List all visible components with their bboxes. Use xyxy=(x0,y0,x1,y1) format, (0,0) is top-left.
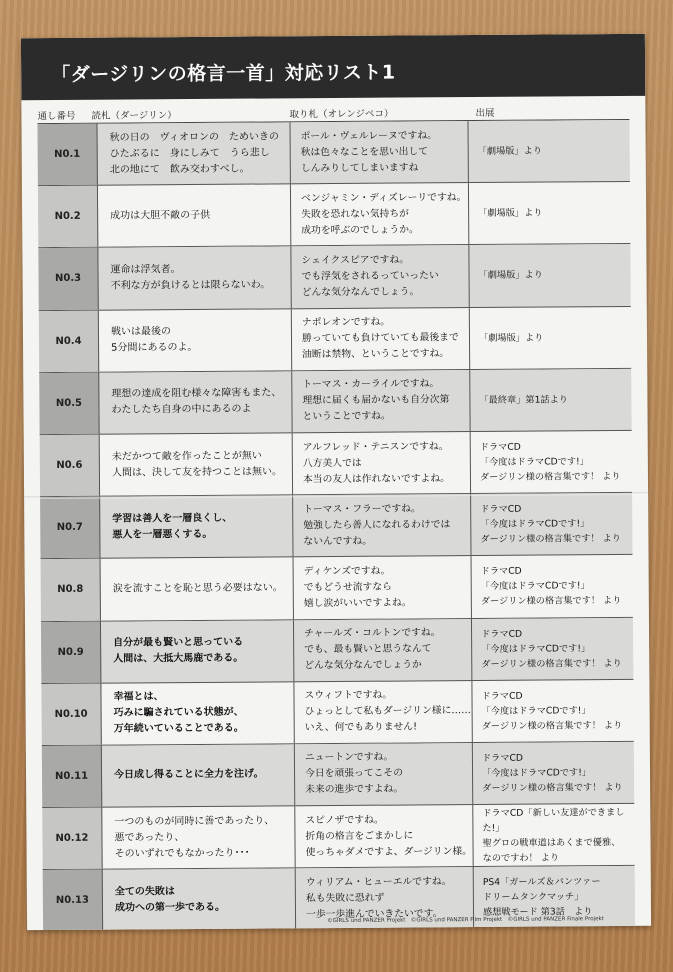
source-text xyxy=(473,804,634,866)
take-card-text xyxy=(293,494,471,556)
read-card-text-line: 戦いは最後の xyxy=(110,326,171,338)
row-number: N0.5 xyxy=(39,372,99,434)
source-text xyxy=(473,742,634,804)
take-card-text xyxy=(292,370,470,432)
source-text-line: 「劇場版」より xyxy=(478,207,543,220)
source-text-line: 「今度はドラマCDです!」 xyxy=(481,767,592,779)
source-text-line: 「劇場版」より xyxy=(478,270,543,282)
take-card-text xyxy=(290,121,468,183)
source-text-line: 感想戦モード 第3話 より xyxy=(482,906,593,919)
source-text-line: ドラマCD xyxy=(480,566,522,578)
row-number: N0.1 xyxy=(37,124,97,186)
read-card-text-line: 学習は善人を一層良くし、 xyxy=(112,512,233,525)
table-row xyxy=(40,431,632,497)
source-text-line: 「今度はドラマCDです!」 xyxy=(481,642,591,655)
take-card-text xyxy=(292,308,470,370)
quote-table xyxy=(37,119,635,930)
take-card-text xyxy=(294,681,472,743)
read-card-text xyxy=(103,869,296,931)
take-card-text-line: ウィリアム・ヒューエルですね。 xyxy=(305,876,452,889)
take-card-text-line: トーマス・カーライルですね。 xyxy=(302,378,440,391)
take-card-text-line: ナポレオンですね。 xyxy=(301,316,391,329)
take-card-text-line: 一歩一歩進んでいきたいです。 xyxy=(305,908,443,921)
source-text-line: ドラマCD xyxy=(481,752,524,764)
take-card-text-line: 折角の格言をごまかしに xyxy=(305,830,414,842)
read-card-text-line: 悪であったり、 xyxy=(114,831,185,844)
read-card-text-line: 人間は、決して友を持つことは無い。 xyxy=(111,465,282,479)
read-card-text-line: 今日成し得ることに全力を注げ。 xyxy=(114,768,264,782)
row-number: N0.10 xyxy=(41,683,101,745)
take-card-text-line: ないんですね。 xyxy=(303,535,373,547)
read-card-text-line: 不利な方が負けるとは限らないわ。 xyxy=(110,279,271,292)
row-number: N0.4 xyxy=(39,310,99,372)
take-card-text xyxy=(294,619,472,681)
source-text-line: 聖グロの戦車道はあくまで優雅、 xyxy=(482,836,621,849)
source-text xyxy=(472,617,633,679)
take-card-text-line: 未来の進歩ですよね。 xyxy=(305,784,404,796)
take-card-text xyxy=(291,245,469,307)
take-card-text xyxy=(295,743,473,805)
read-card-text-line: 人間は、大抵大馬鹿である。 xyxy=(113,652,244,665)
take-card-text-line: アルフレッド・テニスンですね。 xyxy=(302,440,449,453)
header-read-card: 読札（ダージリン） xyxy=(91,110,177,122)
header-take-card: 取り札（オレンジペコ） xyxy=(289,108,394,121)
take-card-text-line: 使っちゃダメですよ、ダージリン様。 xyxy=(305,845,472,858)
page-title: 「ダージリンの格言一首」対応リスト1 xyxy=(51,61,396,86)
source-text xyxy=(470,369,631,431)
read-card-text-line: 成功への第一歩である。 xyxy=(114,901,226,914)
row-number: N0.11 xyxy=(42,746,102,808)
take-card-text-line: でもどうせ流すなら xyxy=(303,581,392,594)
read-card-text-line: 万年続いていることである。 xyxy=(113,722,244,735)
source-text-line: ドラマCD xyxy=(479,441,521,454)
take-card-text-line: でも、最も賢いと思うなんて xyxy=(304,643,432,656)
read-card-text xyxy=(101,558,294,621)
take-card-text-line: 失敗を恐れない気持ちが xyxy=(301,208,409,221)
read-card-text-line: ひたぶるに 身にしみて うら悲し xyxy=(109,147,270,160)
read-card-text-line: 5分間にあるのよ。 xyxy=(111,342,198,354)
take-card-text-line: 秋は色々なことを思い出して xyxy=(300,145,429,158)
table-row xyxy=(41,617,633,683)
take-card-text xyxy=(295,805,473,867)
source-text-line: ダージリン様の格言集です！ より xyxy=(481,657,622,670)
take-card-text-line: 今日を頑張ってこその xyxy=(305,768,404,780)
take-card-text xyxy=(294,556,472,618)
source-text-line: ドラマCD「新しい友達ができました!」 xyxy=(482,806,625,834)
read-card-text-line: 悪人を一層悪くする。 xyxy=(112,528,213,541)
take-card-text-line: でも浮気をされるっていったい xyxy=(301,270,439,283)
read-card-text-line: 涙を流すことを恥と思う必要はない。 xyxy=(112,582,283,595)
table-row xyxy=(39,369,631,435)
source-text-line: ダージリン様の格言集です！ より xyxy=(479,471,621,484)
read-card-text xyxy=(98,184,291,247)
read-card-text-line: わたしたち自身の中にあるのよ xyxy=(111,403,252,416)
read-card-text xyxy=(102,806,295,869)
source-text-line: PS4「ガールズ＆パンツァー xyxy=(482,876,601,889)
table-row xyxy=(37,120,629,186)
read-card-text-line: 成功は大胆不敵の子供 xyxy=(110,209,211,222)
source-text-line: 「劇場版」より xyxy=(477,145,543,158)
take-card-text-line: 八方美人では xyxy=(302,457,362,469)
source-text xyxy=(472,555,633,617)
source-text-line: ダージリン様の格言集です！ より xyxy=(481,719,623,732)
source-text-line: 「劇場版」より xyxy=(478,332,544,344)
read-card-text xyxy=(101,682,294,745)
source-text xyxy=(470,307,631,369)
row-number: N0.8 xyxy=(41,559,101,621)
take-card-text-line: 成功を呼ぶのでしょうか。 xyxy=(301,224,419,237)
table-row xyxy=(41,680,633,746)
quote-list-sheet xyxy=(21,34,651,930)
source-text-line: 「今度はドラマCDです!」 xyxy=(480,518,590,531)
table-row xyxy=(40,493,632,559)
read-card-text-line: 北の地にて 飲み交わすべし。 xyxy=(109,163,250,176)
read-card-text xyxy=(100,433,293,496)
row-number: N0.13 xyxy=(43,870,103,930)
take-card-text-line: 勝っていても負けていても最後まで xyxy=(301,332,459,345)
header-number: 通し番号 xyxy=(37,110,76,123)
take-card-text-line: 嬉し涙がいいですよね。 xyxy=(303,597,412,610)
source-text xyxy=(468,120,629,182)
source-text xyxy=(469,244,630,306)
take-card-text-line: 理想に届くも届かないも自分次第 xyxy=(302,394,450,407)
source-text-line: ダージリン様の格言集です！ より xyxy=(480,595,622,608)
read-card-text-line: 秋の日の ヴィオロンの ためいきの xyxy=(109,130,280,144)
take-card-text-line: 勉強したら善人になれるわけでは xyxy=(303,518,451,531)
source-text-line: ドリームタンクマッチ」 xyxy=(482,891,584,904)
read-card-text-line: 理想の達成を阻む様々な障害もまた、 xyxy=(111,387,282,400)
take-card-text-line: どんな気分なんでしょう。 xyxy=(301,286,420,299)
take-card-text-line: しんみりしてしまいますね xyxy=(300,162,419,174)
row-number: N0.7 xyxy=(40,497,100,559)
row-number: N0.6 xyxy=(40,435,100,497)
row-number: N0.9 xyxy=(41,621,101,683)
source-text-line: なのですわ！ より xyxy=(482,852,560,864)
source-text xyxy=(471,493,632,555)
read-card-text xyxy=(97,122,290,185)
take-card-text-line: ベンジャミン・ディズレーリですね。 xyxy=(300,191,467,205)
source-text-line: ダージリン様の格言集です！ より xyxy=(480,533,622,546)
table-row xyxy=(39,307,631,373)
read-card-text xyxy=(100,495,293,558)
take-card-text-line: シェイクスピアですね。 xyxy=(301,254,410,267)
take-card-text-line: 油断は禁物、ということですね。 xyxy=(302,348,450,361)
read-card-text-line: 幸福とは、 xyxy=(113,691,164,703)
source-text-line: ドラマCD xyxy=(480,503,522,516)
read-card-text-line: 全ての失敗は xyxy=(114,885,175,898)
take-card-text-line: ディケンズですね。 xyxy=(303,565,391,578)
take-card-text-line: ニュートンですね。 xyxy=(304,752,394,764)
take-card-text-line: スピノザですね。 xyxy=(305,814,384,826)
take-card-text-line: ポール・ヴェルレーヌですね。 xyxy=(300,129,437,142)
take-card-text xyxy=(293,432,471,494)
source-text-line: 「今度はドラマCDです!」 xyxy=(481,705,591,717)
take-card-text-line: どんな気分なんでしょうか xyxy=(304,659,422,672)
row-number: N0.3 xyxy=(38,248,98,310)
read-card-text-line: 巧みに騙されている状態が、 xyxy=(113,706,244,719)
read-card-text-line: 未だかつて敵を作ったことが無い xyxy=(111,450,262,463)
source-text-line: ドラマCD xyxy=(481,690,523,702)
read-card-text xyxy=(98,247,291,310)
read-card-text xyxy=(99,371,292,434)
take-card-text-line: スウィフトですね。 xyxy=(304,689,393,702)
source-text xyxy=(472,680,633,742)
source-text-line: ドラマCD xyxy=(481,628,523,640)
source-text-line: 「今度はドラマCDです!」 xyxy=(480,580,590,593)
source-text-line: 「最終章」第1話より xyxy=(479,394,569,406)
table-row xyxy=(41,555,633,621)
source-text xyxy=(469,182,630,244)
read-card-text-line: そのいずれでもなかったり･･･ xyxy=(114,847,250,860)
table-row xyxy=(42,742,634,808)
take-card-text-line: 本当の友人は作れないですよね。 xyxy=(302,472,450,485)
take-card-text-line: チャールズ・コルトンですね。 xyxy=(304,627,441,640)
header-source: 出展 xyxy=(475,107,495,120)
take-card-text-line: ということですね。 xyxy=(302,410,391,423)
table-row xyxy=(42,804,634,870)
take-card-text-line: いえ、何でもありません! xyxy=(304,721,418,734)
table-row xyxy=(38,244,630,310)
take-card-text-line: トーマス・フラーですね。 xyxy=(303,503,421,515)
take-card-text xyxy=(291,183,469,245)
read-card-text xyxy=(102,744,295,807)
take-card-text-line: 私も失敗に恐れず xyxy=(305,892,385,905)
table-row xyxy=(38,182,630,248)
read-card-text xyxy=(101,620,294,683)
read-card-text xyxy=(99,309,292,372)
read-card-text-line: 一つのものが同時に善であったり、 xyxy=(114,815,275,828)
copyright-notice: ©GIRLS und PANZER Projekt ©GIRLS und PANZER Film Projekt ©GIRLS und PANZER Finale Projekt xyxy=(327,916,604,925)
read-card-text-line: 運命は浮気者。 xyxy=(110,264,181,276)
row-number: N0.12 xyxy=(42,808,102,870)
take-card-text-line: ひょっとして私もダージリン様に…… xyxy=(304,705,471,718)
source-text-line: 「今度はドラマCDです!」 xyxy=(479,456,589,469)
row-number: N0.2 xyxy=(38,186,98,248)
source-text-line: ダージリン様の格言集です！ より xyxy=(482,781,623,794)
title-bar xyxy=(21,34,645,100)
read-card-text-line: 自分が最も賢いと思っている xyxy=(113,636,244,649)
source-text xyxy=(471,431,632,493)
